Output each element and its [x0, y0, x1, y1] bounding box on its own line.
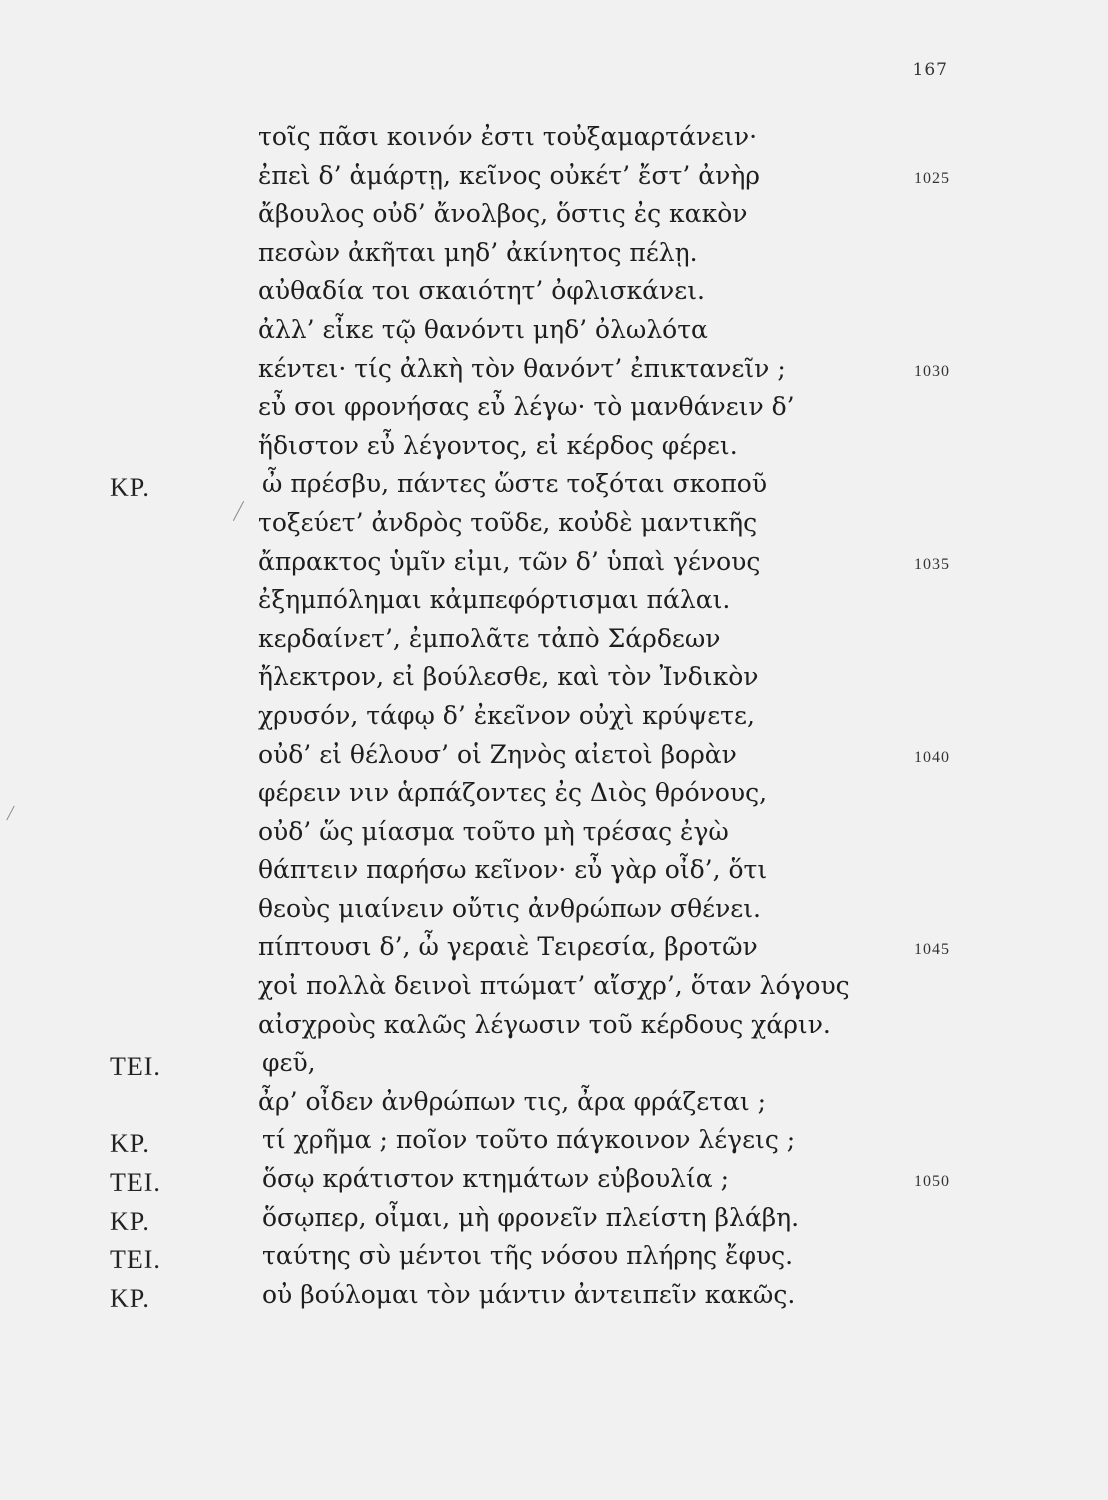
verse-line	[0, 853, 1108, 892]
verse-line	[0, 1008, 1108, 1047]
speaker-label: ΤΕΙ.	[110, 1168, 161, 1198]
verse-line	[0, 815, 1108, 854]
verse-text: ὅσῳπερ, οἶμαι, μὴ φρονεῖν πλείστη βλάβη.	[262, 1202, 800, 1232]
page-number: 167	[912, 60, 948, 80]
verse-text: χρυσόν, τάφῳ δ’ ἐκεῖνον οὐχὶ κρύψετε,	[258, 700, 755, 730]
verse-line	[0, 1085, 1108, 1124]
line-number: 1045	[914, 941, 950, 959]
verse-text: φεῦ,	[262, 1048, 316, 1078]
verse-text: ταύτης σὺ μέντοι τῆς νόσου πλήρης ἔφυς.	[262, 1241, 794, 1271]
verse-text: ἐξημπόλημαι κἀμπεφόρτισμαι πάλαι.	[258, 585, 731, 615]
verse-line	[0, 236, 1108, 275]
verse-text: ἄβουλος οὐδ’ ἄνολβος, ὅστις ἐς κακὸν	[258, 199, 748, 229]
verse-text: τοῖς πᾶσι κοινόν ἐστι τοὐξαμαρτάνειν·	[258, 122, 758, 151]
verse-line	[0, 506, 1108, 545]
line-number: 1030	[914, 362, 950, 380]
verse-line	[0, 545, 1108, 584]
line-number: 1040	[914, 748, 950, 766]
verse-text: τί χρῆμα ; ποῖον τοῦτο πάγκοινον λέγεις ;	[262, 1125, 796, 1155]
verse-line	[0, 1046, 1108, 1085]
verse-line	[0, 930, 1108, 969]
verse-text: θεοὺς μιαίνειν οὔτις ἀνθρώπων σθένει.	[258, 893, 762, 923]
verse-line	[0, 1201, 1108, 1240]
verse-line	[0, 429, 1108, 468]
verse-line	[0, 738, 1108, 777]
verse-line	[0, 583, 1108, 622]
verse-line	[0, 776, 1108, 815]
verse-text: αὐθαδία τοι σκαιότητ’ ὀφλισκάνει.	[258, 276, 705, 306]
verse-line	[0, 969, 1108, 1008]
verse-line	[0, 892, 1108, 931]
verse-text: ὅσῳ κράτιστον κτημάτων εὐβουλία ;	[262, 1164, 730, 1194]
verse-line	[0, 313, 1108, 352]
speaker-label: ΚΡ.	[110, 1283, 150, 1313]
verse-line	[0, 274, 1108, 313]
verse-line	[0, 660, 1108, 699]
verse-text: ἤλεκτρον, εἰ βούλεσθε, καὶ τὸν Ἰνδικὸν	[258, 662, 759, 692]
verse-text: ἀλλ’ εἶκε τῷ θανόντι μηδ’ ὀλωλότα	[258, 314, 708, 344]
verse-text: ἥδιστον εὖ λέγοντος, εἰ κέρδος φέρει.	[258, 430, 738, 460]
verse-line	[0, 1239, 1108, 1278]
verse-text: ἄπρακτος ὑμῖν εἰμι, τῶν δ’ ὑπαὶ γένους	[258, 546, 761, 576]
verse-text: θάπτειν παρήσω κεῖνον· εὖ γὰρ οἶδ’, ὅτι	[258, 855, 768, 885]
verse-text: φέρειν νιν ἁρπάζοντες ἐς Διὸς θρόνους,	[258, 778, 768, 808]
verse-line	[0, 390, 1108, 429]
speaker-label: ΚΡ.	[110, 1129, 150, 1159]
verse-line	[0, 197, 1108, 236]
verse-line	[0, 1162, 1108, 1201]
verse-line	[0, 1278, 1108, 1317]
verse-text: οὐδ’ ὥς μίασμα τοῦτο μὴ τρέσας ἐγὼ	[258, 816, 729, 846]
verse-text: οὐδ’ εἰ θέλουσ’ οἱ Ζηνὸς αἰετοὶ βορὰν	[258, 739, 737, 769]
verse-text: τοξεύετ’ ἀνδρὸς τοῦδε, κοὐδὲ μαντικῆς	[258, 507, 758, 537]
verse-text: πίπτουσι δ’, ὦ γεραιὲ Τειρεσία, βροτῶν	[258, 932, 758, 962]
verse-text: κερδαίνετ’, ἐμπολᾶτε τἀπὸ Σάρδεων	[258, 623, 721, 653]
speaker-label: ΤΕΙ.	[110, 1245, 161, 1275]
line-number: 1025	[914, 169, 950, 187]
speaker-label: ΚΡ.	[110, 1206, 150, 1236]
verse-text: ἆρ’ οἶδεν ἀνθρώπων τις, ἆρα φράζεται ;	[258, 1086, 767, 1116]
line-number: 1050	[914, 1173, 950, 1191]
speaker-label: ΤΕΙ.	[110, 1052, 161, 1082]
speaker-label: ΚΡ.	[110, 473, 150, 503]
verse-line	[0, 159, 1108, 198]
verse-line	[0, 120, 1108, 159]
verse-text: ὦ πρέσβυ, πάντες ὥστε τοξόται σκοποῦ	[262, 469, 768, 499]
verse-line	[0, 1123, 1108, 1162]
verse-line	[0, 467, 1108, 506]
verse-text: κέντει· τίς ἀλκὴ τὸν θανόντ’ ἐπικτανεῖν ;	[258, 353, 786, 383]
verse-text: ἐπεὶ δ’ ἁμάρτῃ, κεῖνος οὐκέτ’ ἔστ’ ἀνὴρ	[258, 160, 760, 190]
verse-list	[0, 120, 1108, 1316]
verse-text: πεσὼν ἀκῆται μηδ’ ἀκίνητος πέλῃ.	[258, 237, 698, 267]
verse-line	[0, 352, 1108, 391]
verse-text: οὐ βούλομαι τὸν μάντιν ἀντειπεῖν κακῶς.	[262, 1279, 796, 1309]
verse-text: εὖ σοι φρονήσας εὖ λέγω· τὸ μανθάνειν δ’	[258, 392, 795, 422]
verse-text: χοἰ πολλὰ δεινοὶ πτώματ’ αἴσχρ’, ὅταν λόγους	[258, 971, 850, 1001]
verse-line	[0, 699, 1108, 738]
line-number: 1035	[914, 555, 950, 573]
verse-line	[0, 622, 1108, 661]
verse-text: αἰσχροὺς καλῶς λέγωσιν τοῦ κέρδους χάριν.	[258, 1009, 831, 1039]
